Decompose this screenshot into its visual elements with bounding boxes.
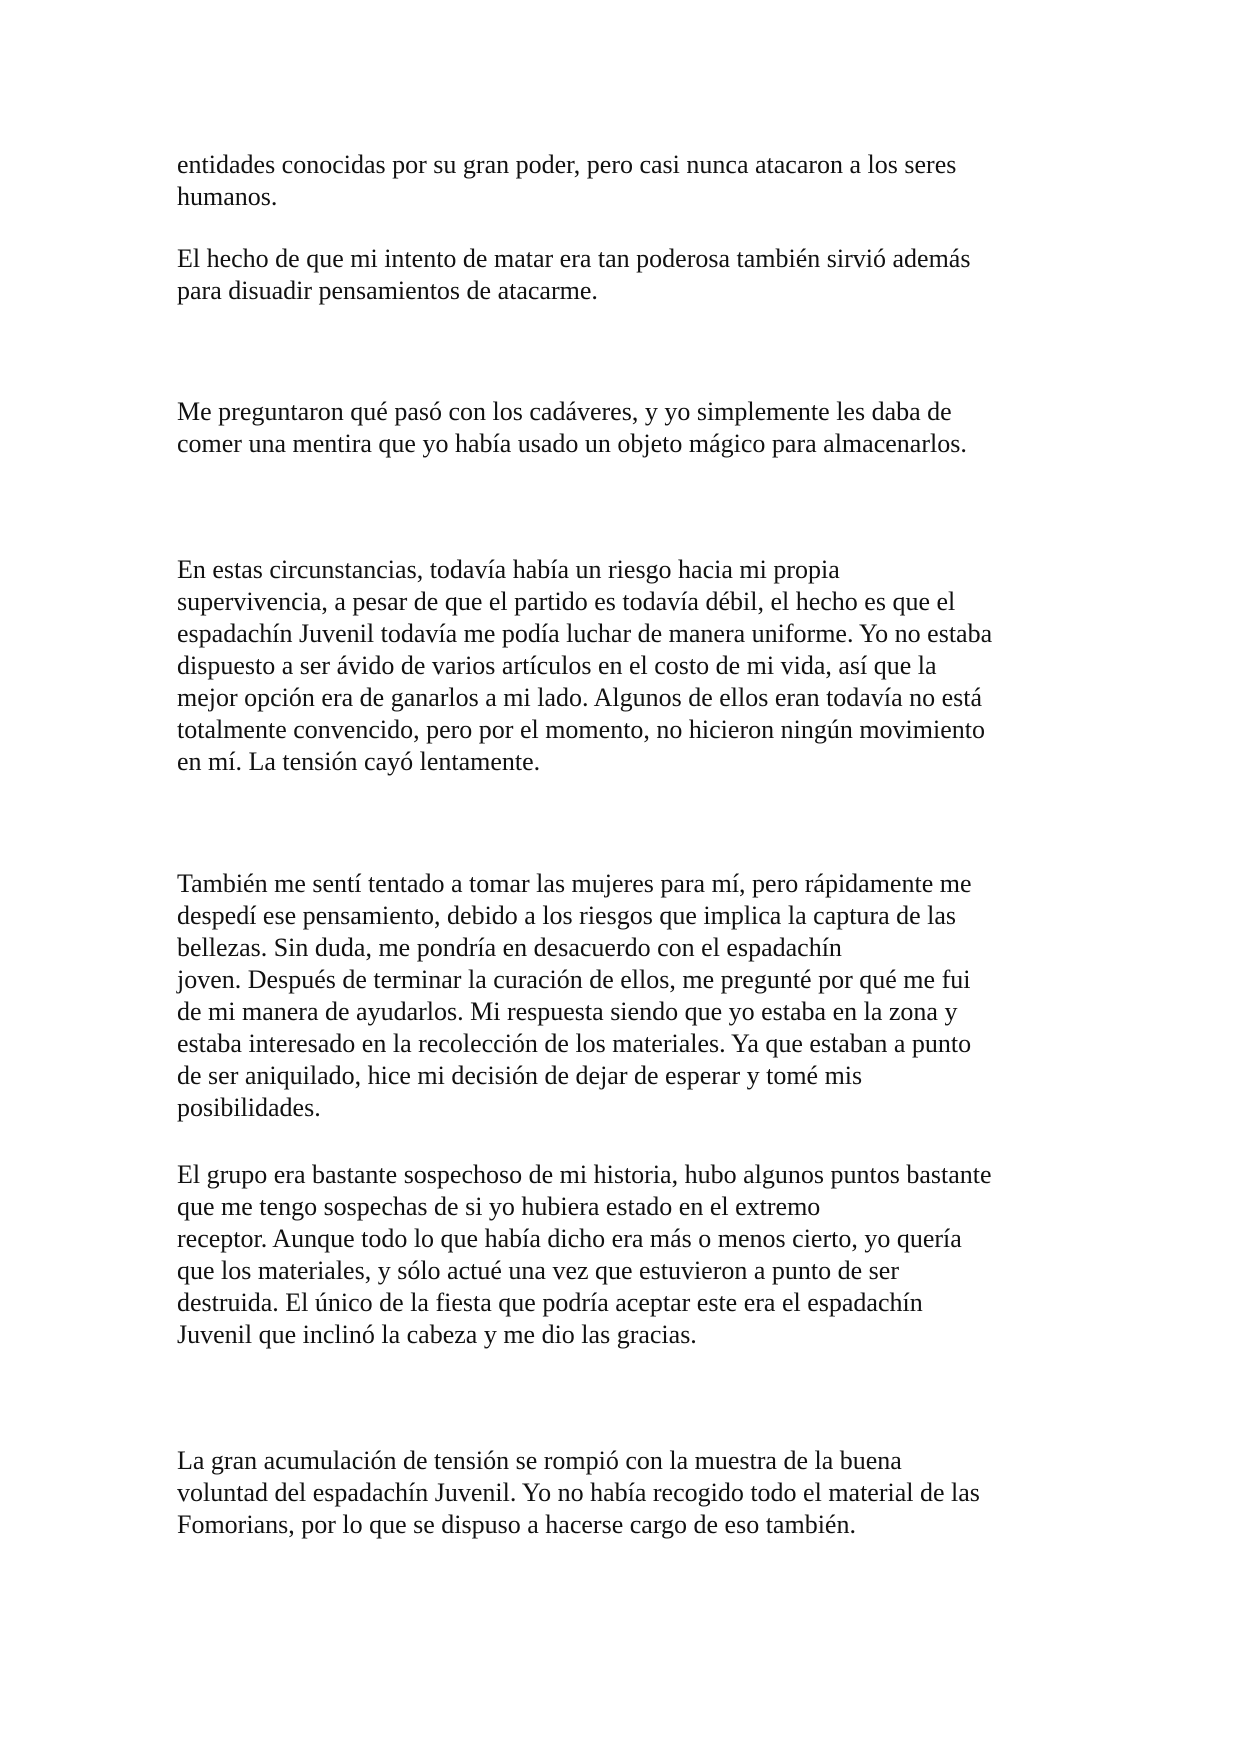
text-line: dispuesto a ser ávido de varios artículos en el costo de mi vida, así que la	[177, 651, 937, 680]
text-line: El hecho de que mi intento de matar era tan poderosa también sirvió además	[177, 244, 971, 273]
text-line: voluntad del espadachín Juvenil. Yo no había recogido todo el material de las	[177, 1478, 980, 1507]
text-line: En estas circunstancias, todavía había un riesgo hacia mi propia	[177, 555, 840, 584]
text-line: espadachín Juvenil todavía me podía luchar de manera uniforme. Yo no estaba	[177, 619, 993, 648]
paragraph-2	[177, 243, 1077, 307]
text-line: que me tengo sospechas de si yo hubiera estado en el extremo	[177, 1192, 821, 1221]
text-line: estaba interesado en la recolección de los materiales. Ya que estaban a punto	[177, 1029, 972, 1058]
text-line: entidades conocidas por su gran poder, pero casi nunca atacaron a los seres	[177, 150, 957, 179]
paragraph-5	[177, 868, 1077, 1124]
text-line: También me sentí tentado a tomar las mujeres para mí, pero rápidamente me	[177, 869, 972, 898]
text-line: bellezas. Sin duda, me pondría en desacuerdo con el espadachín	[177, 933, 842, 962]
text-line: de ser aniquilado, hice mi decisión de dejar de esperar y tomé mis	[177, 1061, 863, 1090]
text-line: El grupo era bastante sospechoso de mi historia, hubo algunos puntos bastante	[177, 1160, 992, 1189]
text-line: totalmente convencido, pero por el momento, no hicieron ningún movimiento	[177, 715, 985, 744]
text-line: para disuadir pensamientos de atacarme.	[177, 276, 598, 305]
paragraph-4	[177, 554, 1077, 778]
text-line: de mi manera de ayudarlos. Mi respuesta siendo que yo estaba en la zona y	[177, 997, 958, 1026]
paragraph-7	[177, 1445, 1077, 1541]
text-line: posibilidades.	[177, 1093, 321, 1122]
text-line: humanos.	[177, 182, 278, 211]
text-line: joven. Después de terminar la curación de ellos, me pregunté por qué me fui	[177, 965, 971, 994]
text-line: supervivencia, a pesar de que el partido es todavía débil, el hecho es que el	[177, 587, 956, 616]
paragraph-6	[177, 1159, 1077, 1351]
text-line: en mí. La tensión cayó lentamente.	[177, 747, 541, 776]
text-line: Juvenil que inclinó la cabeza y me dio las gracias.	[177, 1320, 697, 1349]
text-line: La gran acumulación de tensión se rompió con la muestra de la buena	[177, 1446, 902, 1475]
text-line: despedí ese pensamiento, debido a los riesgos que implica la captura de las	[177, 901, 957, 930]
text-line: comer una mentira que yo había usado un objeto mágico para almacenarlos.	[177, 429, 967, 458]
text-line: que los materiales, y sólo actué una vez que estuvieron a punto de ser	[177, 1256, 899, 1285]
paragraph-3	[177, 396, 1077, 460]
paragraph-1	[177, 149, 1077, 213]
text-line: destruida. El único de la fiesta que podría aceptar este era el espadachín	[177, 1288, 923, 1317]
text-line: receptor. Aunque todo lo que había dicho era más o menos cierto, yo quería	[177, 1224, 962, 1253]
text-line: Me preguntaron qué pasó con los cadáveres, y yo simplemente les daba de	[177, 397, 952, 426]
text-line: mejor opción era de ganarlos a mi lado. Algunos de ellos eran todavía no está	[177, 683, 983, 712]
text-line: Fomorians, por lo que se dispuso a hacerse cargo de eso también.	[177, 1510, 856, 1539]
